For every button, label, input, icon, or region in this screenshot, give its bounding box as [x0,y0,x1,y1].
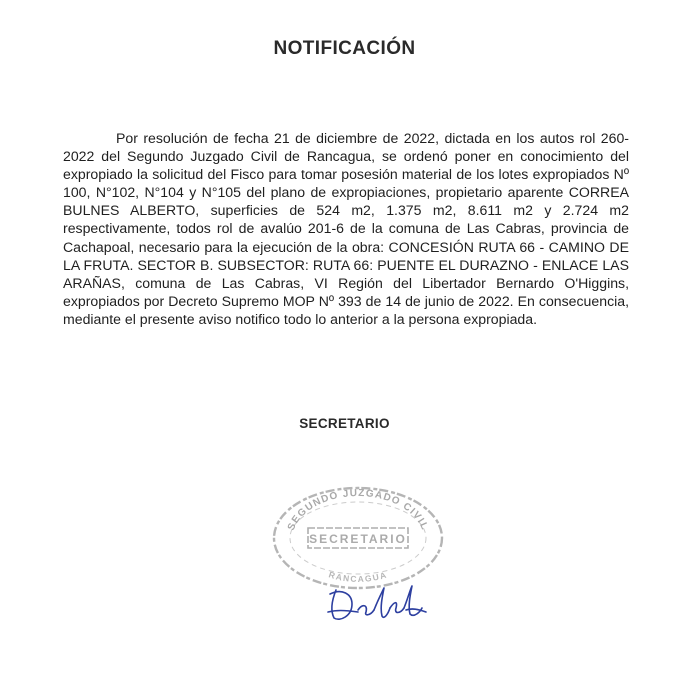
paragraph-text: Por resolución de fecha 21 de diciembre de 2022, dictada en los autos rol 260-2022 del Segundo Juzgado Civil de Rancagua, se ordenó poner en conocimiento del expropiado la solicitud del Fisco para tomar posesión material de los lotes expropiados Nº 100, N°102, N°104 y N°105 del plano de expropiaciones, propietario aparente CORREA BULNES ALBERTO, superficies de 524 m2, 1.375 m2, 8.611 m2 y 2.724 m2 respectivamente, todos rol de avalúo 201-6 de la comuna de Las Cabras, provincia de Cachapoal, necesario para la ejecución de la obra: CONCESIÓN RUTA 66 - CAMINO DE LA FRUTA. SECTOR B. SUBSECTOR: RUTA 66: PUENTE EL DURAZNO - ENLACE LAS ARAÑAS, comuna de Las Cabras, VI Región del Libertador Bernardo O'Higgins, expropiados por Decreto Supremo MOP Nº 393 de 14 de junio de 2022. En consecuencia, mediante el presente aviso notifico todo lo anterior a la persona expropiada. [63,130,629,327]
signer-title: SECRETARIO [299,416,390,431]
court-seal-stamp [268,482,448,592]
document-title: NOTIFICACIÓN [273,38,416,59]
notification-paragraph [63,129,629,328]
handwritten-signature [322,582,432,627]
seal-top-text: SEGUNDO JUZGADO CIVIL [285,487,431,533]
seal-bottom-text: RANCAGUA [327,569,389,584]
seal-middle-text: SECRETARIO [309,532,407,546]
